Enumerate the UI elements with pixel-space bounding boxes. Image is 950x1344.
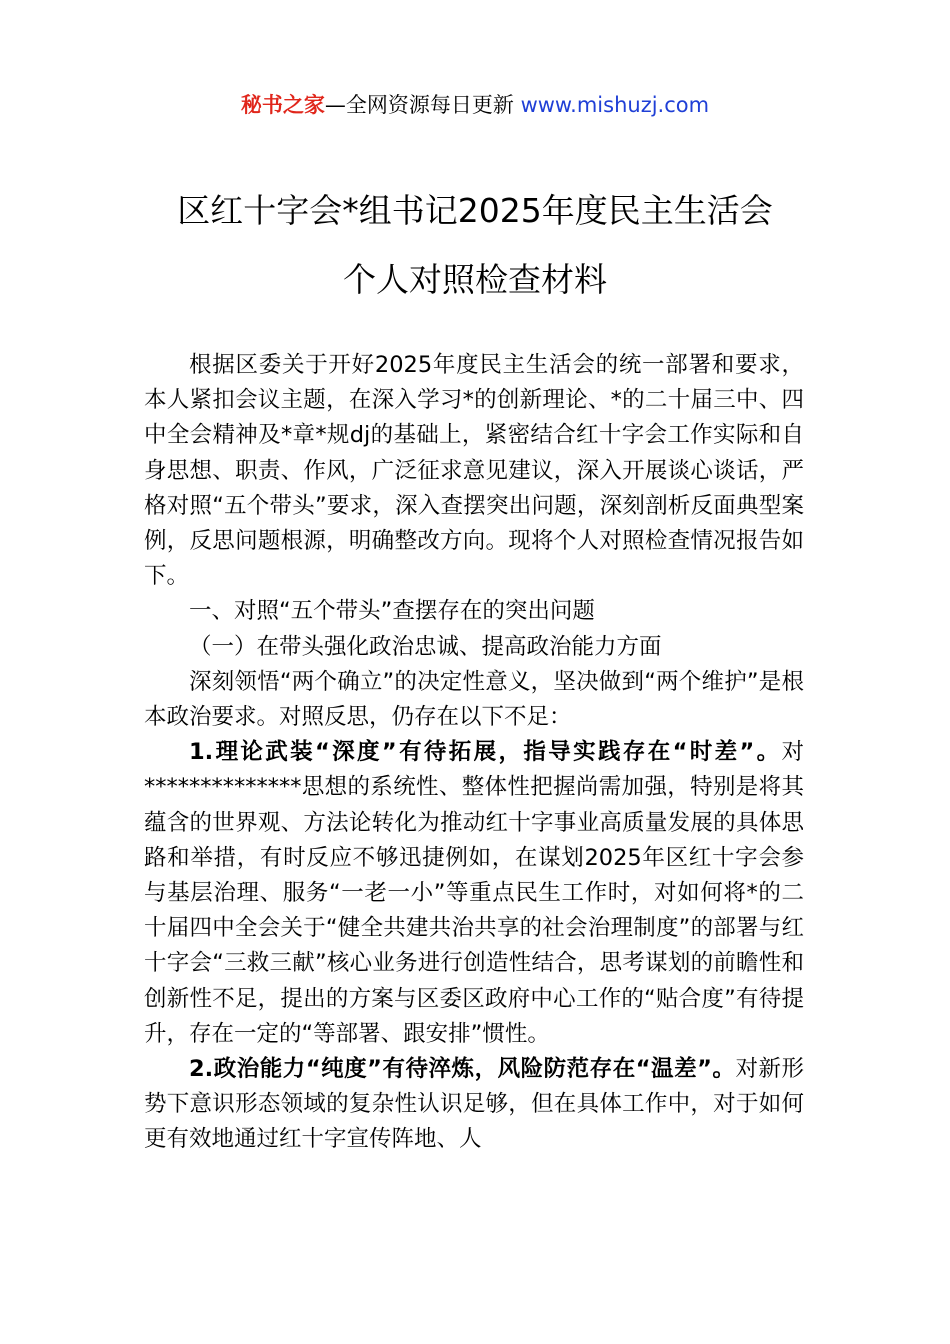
subsection-heading: （一）在带头强化政治忠诚、提高政治能力方面	[189, 633, 662, 660]
item-1-paragraph	[144, 735, 804, 1052]
document-title-line1: 区红十字会*组书记2025年度民主生活会	[177, 191, 773, 230]
site-header	[0, 88, 950, 122]
document-title-line2: 个人对照检查材料	[343, 260, 607, 299]
site-brand: 秘书之家	[240, 93, 325, 117]
item-1-body: 对**************思想的系统性、整体性把握尚需加强，特别是将其蕴含的世界观、方法论转化为推动红十字事业高质量发展的具体思路和举措，有时反应不够迅捷例如，在谋划2025年区红十字会参与基层治理、服务“一老一小”等重点民生工作时，对如何将*的二十届四中全会关于“健全共建共治共享的社会治理制度”的部署与红十字会“三救三献”核心业务进行创造性结合，思考谋划的前瞻性和创新性不足，提出的方案与区委区政府中心工作的“贴合度”有待提升，存在一定的“等部署、跟安排”惯性。	[144, 739, 804, 1047]
lead-paragraph: 深刻领悟“两个确立”的决定性意义，坚决做到“两个维护”是根本政治要求。对照反思，仍存在以下不足：	[144, 668, 804, 731]
document-body	[144, 348, 804, 1158]
item-2-paragraph	[144, 1052, 804, 1158]
item-2-heading: 2.政治能力“纯度”有待淬炼，风险防范存在“温差”。	[189, 1056, 736, 1083]
site-tagline: —全网资源每日更新	[324, 93, 521, 117]
intro-paragraph: 根据区委关于开好2025年度民主生活会的统一部署和要求，本人紧扣会议主题，在深入学习*的创新理论、*的二十届三中、四中全会精神及*章*规dj的基础上，紧密结合红十字会工作实际和自身思想、职责、作风，广泛征求意见建议，深入开展谈心谈话，严格对照“五个带头”要求，深入查摆突出问题，深刻剖析反面典型案例，反思问题根源，明确整改方向。现将个人对照检查情况报告如下。	[144, 352, 804, 590]
item-1-heading: 1.理论武装“深度”有待拓展，指导实践存在“时差”。	[189, 739, 782, 766]
section-heading: 一、对照“五个带头”查摆存在的突出问题	[189, 598, 595, 625]
item-2-body: 对新形势下意识形态领域的复杂性认识足够，但在具体工作中，对于如何更有效地通过红十字宣传阵地、人	[144, 1056, 804, 1153]
site-url-link[interactable]: www.mishuzj.com	[520, 93, 710, 117]
